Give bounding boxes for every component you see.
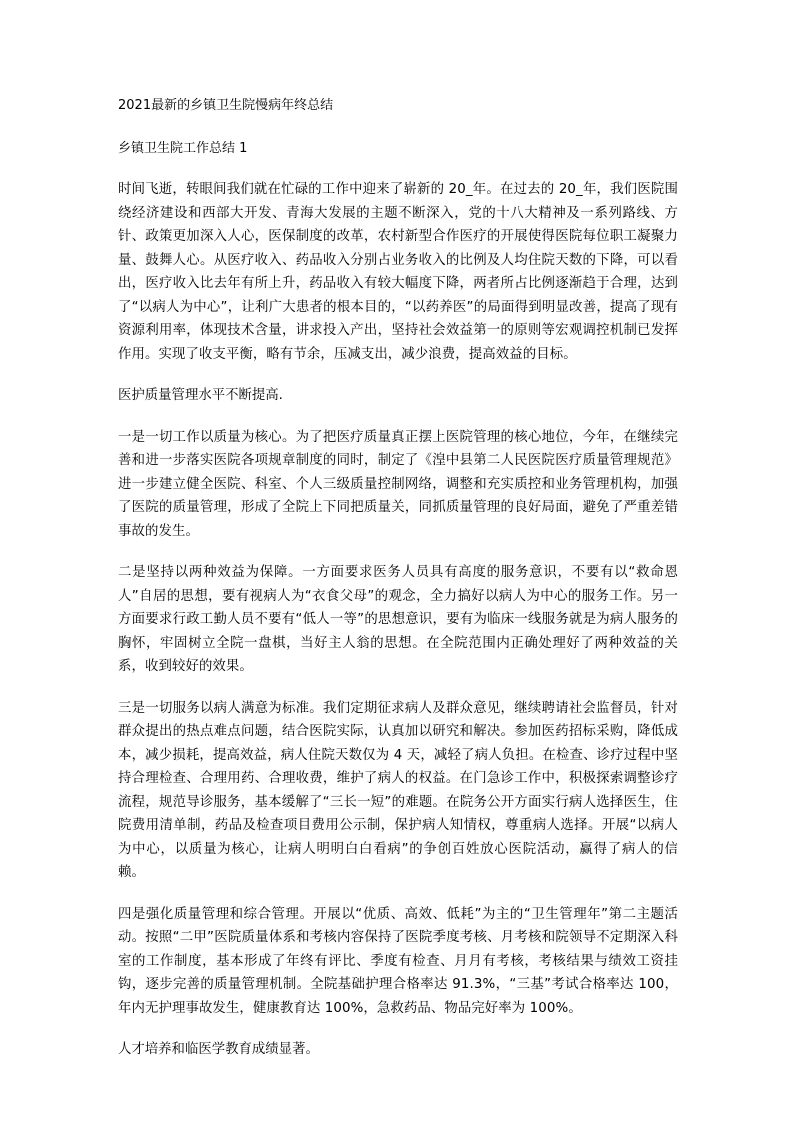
document-body	[118, 96, 678, 1080]
paragraph-heading-talent: 人才培养和临医学教育成绩显著。	[118, 1042, 319, 1057]
document-title: 2021最新的乡镇卫生院慢病年终总结	[118, 98, 334, 113]
section-heading: 乡镇卫生院工作总结 1	[118, 141, 248, 156]
paragraph-intro: 时间飞逝，转眼间我们就在忙碌的工作中迎来了崭新的 20_年。在过去的 20_年，我们医院围绕经济建设和西部大开发、青海大发展的主题不断深入，党的十八大精神及一系列路线、方针、政策更加深入人心，医保制度的改革，农村新型合作医疗的开展使得医院每位职工凝聚力量、鼓舞人心。从医疗收入、药品收入分别占业务收入的比例及人均住院天数的下降，可以看出，医疗收入比去年有所上升，药品收入有较大幅度下降，两者所占比例逐渐趋于合理，达到了“以病人为中心”，让利广大患者的根本目的，“以药养医”的局面得到明显改善，提高了现有资源利用率，体现技术含量，讲求投入产出，坚持社会效益第一的原则等宏观调控机制已发挥作用。实现了收支平衡，略有节余，压减支出，减少浪费，提高效益的目标。	[118, 182, 678, 362]
paragraph-point-four: 四是强化质量管理和综合管理。开展以“优质、高效、低耗”为主的“卫生管理年”第二主题活动。按照“二甲”医院质量体系和考核内容保持了医院季度考核、月考核和院领导不定期深入科室的工作制度，基本形成了年终有评比、季度有检查、月月有考核，考核结果与绩效工资挂钩，逐步完善的质量管理机制。全院基础护理合格率达 91.3%，“三基”考试合格率达 100，年内无护理事故发生，健康教育达 100%，急救药品、物品完好率为 100%。	[118, 906, 678, 1016]
paragraph-point-two: 二是坚持以两种效益为保障。一方面要求医务人员具有高度的服务意识，不要有以“救命恩人”自居的思想，要有视病人为“衣食父母”的观念，全力搞好以病人为中心的服务工作。另一方面要求行政工勤人员不要有“低人一等”的思想意识，要有为临床一线服务就是为病人服务的胸怀，牢固树立全院一盘棋，当好主人翁的思想。在全院范围内正确处理好了两种效益的关系，收到较好的效果。	[118, 565, 678, 674]
paragraph-point-one: 一是一切工作以质量为核心。为了把医疗质量真正摆上医院管理的核心地位，今年，在继续完善和进一步落实医院各项规章制度的同时，制定了《湟中县第二人民医院医疗质量管理规范》进一步建立健全医院、科室、个人三级质量控制网络，调整和充实质控和业务管理机构，加强了医院的质量管理，形成了全院上下同把质量关，同抓质量管理的良好局面，避免了严重差错事故的发生。	[118, 429, 678, 539]
paragraph-heading-quality: 医护质量管理水平不断提高.	[118, 388, 283, 403]
paragraph-point-three: 三是一切服务以病人满意为标准。我们定期征求病人及群众意见，继续聘请社会监督员，针对群众提出的热点难点问题，结合医院实际，认真加以研究和解决。参加医药招标采购，降低成本，减少损耗，提高效益，病人住院天数仅为 4 天，减轻了病人负担。在检查、诊疗过程中坚持合理检查、合理用药、合理收费，维护了病人的权益。在门急诊工作中，积极探索调整诊疗流程，规范导诊服务，基本缓解了“三长一短”的难题。在院务公开方面实行病人选择医生，住院费用清单制，药品及检查项目费用公示制，保护病人知情权，尊重病人选择。开展“以病人为中心，以质量为核心，让病人明明白白看病”的争创百姓放心医院活动，赢得了病人的信赖。	[118, 700, 678, 880]
